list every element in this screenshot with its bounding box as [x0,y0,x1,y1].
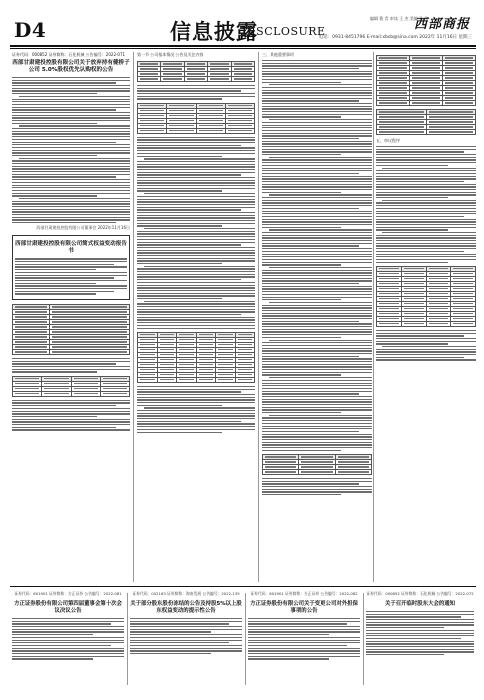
newspaper-logo: 西部商报 [413,17,470,32]
column-4 [376,52,476,582]
page-number: D4 [14,18,47,42]
announcement-1 [12,591,124,687]
masthead-rule [10,45,476,47]
column-2 [137,52,255,582]
column-divider [133,52,134,582]
column-1 [12,52,130,582]
report-box [12,235,130,300]
article-body [376,330,476,361]
article-signature: 西部甘肃建投控股有限公司董事会 2022年11月16日 [36,225,130,231]
info-table [12,304,130,355]
masthead [10,10,476,44]
announcement-2 [130,591,242,687]
report-title: 西部甘肃建投控股有限公司简式权益变动报告书 [15,241,127,255]
section-header: 三、其他重要事项 [262,52,294,57]
announcement-title: 方正证券股份有限公司关于变更公司对外担保事项的公告 [250,601,358,614]
article-header: 证券代码：000852 证券简称：石化机械 公告编号：2022-071 [12,52,126,57]
holding-table [12,376,130,397]
article-body [12,358,130,373]
column-3 [262,52,372,582]
announcement-code: 证券代码：000852 证券简称：石化机械 公告编号：2022-072 [366,591,474,596]
bottom-announcements [10,586,476,691]
section-title-en: DISCLOSURE [242,25,326,38]
article-body [262,478,372,495]
article-title: 西部甘肃建投控股有限公司关于放弃持有健桥子公司 5.0%股权优先认购权的公告 [12,60,130,73]
data-table [137,332,255,383]
column-divider [245,593,246,685]
announcement-code: 证券代码：002163 证券简称：海南发展 公告编号：2022-135 [132,591,240,596]
announcement-title: 关于召开临时股东大会的通知 [384,601,456,607]
section-title: 信息披露 [170,19,258,44]
article-body [12,400,130,431]
data-table [137,103,255,134]
data-table [376,55,476,106]
announcement-3 [248,591,360,687]
announcement-title: 方正证券股份有限公司第四届董事会第十次会议决议公告 [14,601,122,614]
data-table [376,266,476,327]
article-body [376,146,476,263]
announcement-title: 关于部分股东股份冻结的公告及持股5%以上股东权益变动的提示性公告 [130,601,242,614]
section-header: 五、审议程序 [376,138,400,143]
announcement-4 [366,591,474,687]
article-body [262,60,372,451]
article-body [137,386,255,433]
data-table [376,109,476,135]
article-body [137,85,255,100]
masthead-rule-thin [10,48,476,49]
announcement-code: 证券代码：601901 证券简称：方正证券 公告编号：2022-081 [14,591,122,596]
editor-credits: 编辑 曹 青 审读 王 杰 美编 马 伟 [370,16,429,21]
data-table [137,61,255,82]
article-body [12,77,130,223]
data-table [262,454,372,475]
section-header: 第一节 公司基本情况 公告及关注内容 [137,52,204,57]
column-divider [373,52,374,582]
column-divider [127,593,128,685]
column-divider [258,52,259,582]
column-divider [363,593,364,685]
article-body [137,137,255,329]
masthead-meta: 电话：0931-8451796 E-mail:xbsb@sina.com 2022年 11月16日 星期三 [318,35,472,40]
announcement-code: 证券代码：601901 证券简称：方正证券 公告编号：2022-082 [250,591,358,596]
